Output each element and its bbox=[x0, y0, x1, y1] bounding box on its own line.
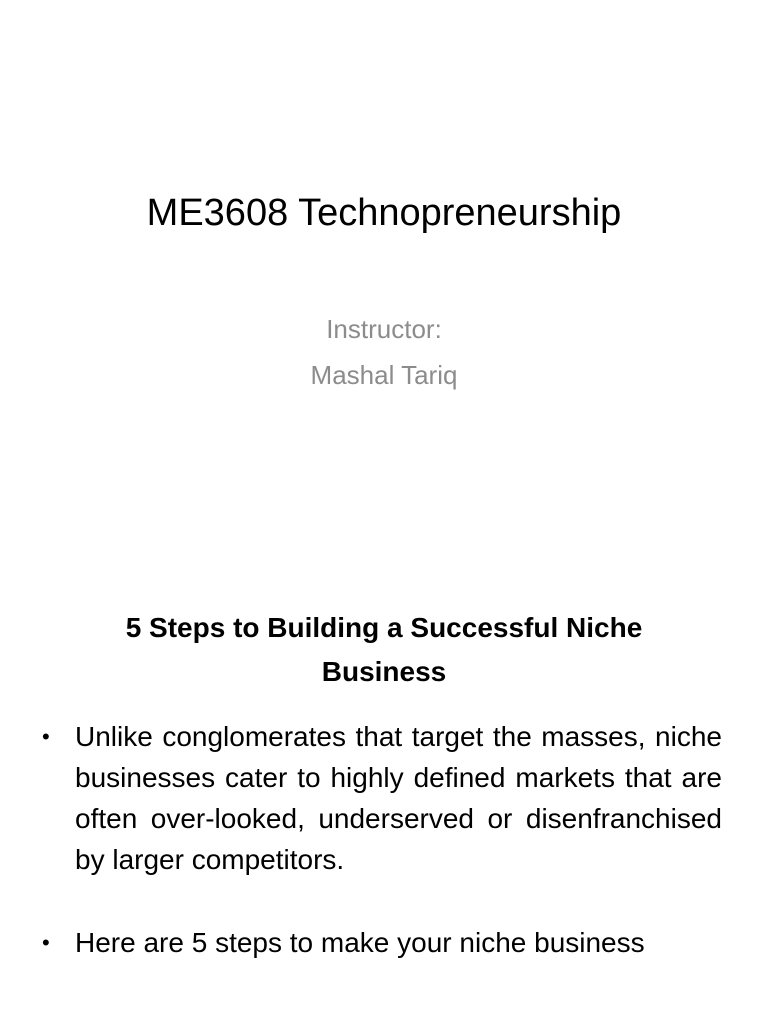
bullet-item bbox=[42, 716, 722, 880]
instructor-name: Mashal Tariq bbox=[310, 360, 458, 390]
bullet-dot-icon: • bbox=[42, 724, 50, 749]
bullet-list bbox=[42, 716, 722, 1005]
course-title: ME3608 Technopreneurship bbox=[146, 192, 622, 234]
bullet-item bbox=[42, 922, 722, 963]
instructor-block bbox=[0, 306, 768, 398]
bullet-dot-icon: • bbox=[42, 930, 50, 955]
slide-title: 5 Steps to Building a Successful Niche Business bbox=[125, 612, 643, 687]
content-slide bbox=[0, 576, 768, 1024]
bullet-text: Here are 5 steps to make your niche business bbox=[75, 927, 645, 958]
instructor-label: Instructor: bbox=[326, 314, 442, 344]
bullet-text: Unlike conglomerates that target the masses, niche businesses cater to highly defined markets that are often over-looked, underserved or disenfranchised by larger competitors. bbox=[75, 721, 722, 875]
